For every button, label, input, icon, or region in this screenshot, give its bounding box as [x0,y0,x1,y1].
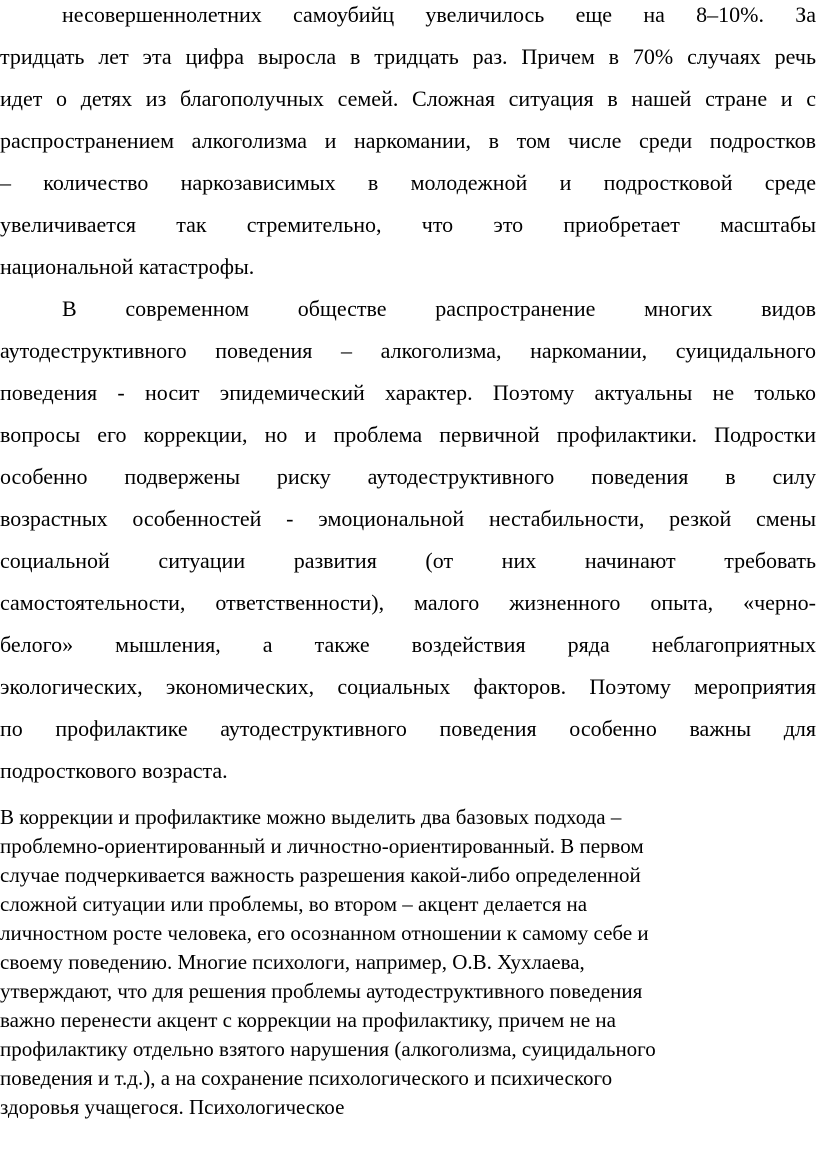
paragraph-line: белого» мышления, а также воздействия ряда неблагоприятных [0,632,816,657]
paragraph-line: социальной ситуации развития (от них начинают требовать [0,548,816,573]
paragraph-line: своему поведению. Многие психологи, например, О.В. Хухлаева, [0,950,585,974]
paragraph-line: вопросы его коррекции, но и проблема первичной профилактики. Подростки [0,422,816,447]
paragraph-line: важно перенести акцент с коррекции на профилактику, причем не на [0,1008,616,1032]
paragraph-line: увеличивается так стремительно, что это приобретает масштабы [0,212,816,237]
paragraph-line: самостоятельности, ответственности), малого жизненного опыта, «черно- [0,590,816,615]
paragraph-line: особенно подвержены риску аутодеструктивного поведения в силу [0,464,816,489]
paragraph-line: профилактику отдельно взятого нарушения (алкоголизма, суицидального [0,1037,656,1061]
paragraph-line: несовершеннолетних самоубийц увеличилось еще на 8–10%. За [62,2,816,27]
paragraph-line: – количество наркозависимых в молодежной и подростковой среде [0,170,816,195]
paragraph-line: поведения - носит эпидемический характер. Поэтому актуальны не только [0,380,816,405]
paragraph-line: возрастных особенностей - эмоциональной нестабильности, резкой смены [0,506,816,531]
paragraph-line: В современном обществе распространение многих видов [62,296,816,321]
paragraph-line: утверждают, что для решения проблемы аутодеструктивного поведения [0,979,643,1003]
paragraph-line: аутодеструктивного поведения – алкоголизма, наркомании, суицидального [0,338,816,363]
paragraph-line: экологических, экономических, социальных факторов. Поэтому мероприятия [0,674,816,699]
paragraph-line: поведения и т.д.), а на сохранение психологического и психического [0,1066,613,1090]
paragraph-line: сложной ситуации или проблемы, во втором – акцент делается на [0,892,588,916]
paragraph-line: подросткового возраста. [0,758,228,783]
paragraph-line: распространением алкоголизма и наркомании, в том числе среди подростков [0,128,816,153]
paragraph-line: В коррекции и профилактике можно выделить два базовых подхода – [0,805,622,829]
paragraph-line: идет о детях из благополучных семей. Сложная ситуация в нашей стране и с [0,86,816,111]
paragraph-line: по профилактике аутодеструктивного поведения особенно важны для [0,716,816,741]
paragraph-line: проблемно-ориентированный и личностно-ориентированный. В первом [0,834,644,858]
paragraph-line: национальной катастрофы. [0,254,255,279]
paragraph-line: личностном росте человека, его осознанном отношении к самому себе и [0,921,649,945]
paragraph-line: случае подчеркивается важность разрешения какой-либо определенной [0,863,641,887]
paragraph-line: здоровья учащегося. Психологическое [0,1095,345,1119]
paragraph-line: тридцать лет эта цифра выросла в тридцать раз. Причем в 70% случаях речь [0,44,816,69]
